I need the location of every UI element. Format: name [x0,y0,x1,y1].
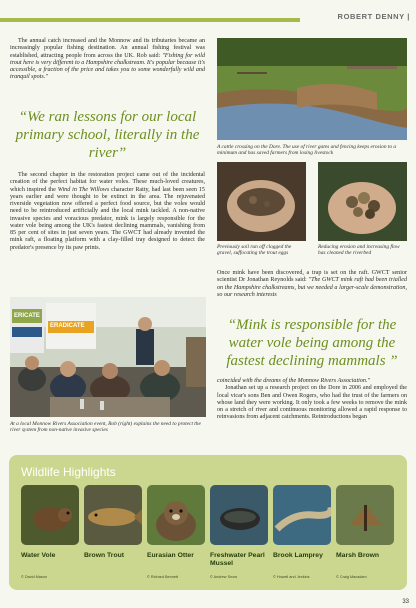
clean-riverbed-photo [318,162,407,241]
pearl-mussel-graphic [210,485,268,545]
clean-riverbed-caption: Reducing erosion and increasing flow has cleaned the riverbed [318,244,400,257]
author-byline: ROBERT DENNY | [337,12,410,21]
pull-quote-right: “Mink is responsible for the water vole being among the fastest declining mammals ” [226,317,398,369]
photo-credit-otter: © Richard Bennett [147,575,179,579]
pearl-mussel-photo [210,485,268,545]
event-caption: At a local Monnow Rivers Association event, Rob (right) explains the need to protect the river system from non-native invasive species [10,421,201,434]
book-title: Wind in The Willows [57,186,110,193]
mink-trap-text: Once mink have been discovered, a trap is set on the raft. GWCT senior scientist Dr Jonathan Reynolds said: [217,270,407,284]
intro-text: The annual catch increased and the Monnow and its tributaries became an increasingly popular fishing destination. An annual fishing festival was established, attracting people from across the UK. Rob said: [10,38,205,59]
photo-credit-marsh-brown: © Craig Macadam [336,575,367,579]
wildlife-title: Wildlife Highlights [21,465,116,479]
clean-riverbed-graphic [318,162,407,241]
species-name-brook-lamprey: Brook Lamprey [273,552,323,559]
header-rule [0,18,300,22]
photo-credit-brook-lamprey: © Howell and Jenkins [273,575,310,579]
cattle-caption: A cattle crossing on the Dore. The use of river gates and fencing keeps erosion to a minimum and has saved farmers from losing livestock [217,144,397,157]
marsh-brown-photo [336,485,394,545]
species-name-otter: Eurasian Otter [147,552,194,559]
mink-trap-paragraph [217,270,407,299]
research-paragraph [217,378,407,422]
vole-text-b: character Ratty, had last been seen 15 years earlier and were thought to be extinct in the area. The rejuvenated riverside vegetation now offered a perfect food source, but the voles would need to be reintroduced artificially and the local mink tackled. A non-native invasive species and voracious predator, mink is largely responsible for the water vole being among the UK's fastest declining mammals, vanishing from 85 per cent of sites in just seven years. The GWCT had already invented the mink raft, a floating platform with a clay-filled tray designed to detect the predator's presence by its paw prints. [10,186,205,251]
marsh-brown-graphic [336,485,394,545]
intro-paragraph [10,38,205,82]
photo-credit-pearl-mussel: © Andrew Snow [210,575,238,579]
clogged-gravel-photo [217,162,306,241]
species-name-water-vole: Water Vole [21,552,56,559]
mink-trap-quote: "The GWCT mink raft had been trialled on the Hampshire chalkstreams, but we needed a larger-scale demonstration, so our research interests [217,277,407,298]
cattle-crossing-photo [217,38,407,140]
water-vole-photo [21,485,79,545]
brook-lamprey-graphic [273,485,331,545]
species-name-pearl-mussel: Freshwater Pearl Mussel [210,552,265,567]
pull-quote-left: “We ran lessons for our local primary school, literally in the river” [15,109,200,161]
page-number: 33 [402,599,409,605]
cattle-crossing-graphic [217,38,407,140]
eurasian-otter-photo [147,485,205,545]
intro-quote: "Fishing for wild trout here is very different to a Hampshire chalkstream. It's popular because it's accessible, a fraction of the price and takes you to some wonderfully wild and tranquil spots." [10,52,205,81]
photo-credit-water-vole: © David Mason [21,575,48,579]
clogged-gravel-graphic [217,162,306,241]
water-vole-graphic [21,485,79,545]
research-quote-end: coincided with the dreams of the Monnow Rivers Association." [217,378,371,384]
banner-text-left: ERICATE [14,313,40,319]
brook-lamprey-photo [273,485,331,545]
species-name-brown-trout: Brown Trout [84,552,125,559]
eurasian-otter-graphic [147,485,205,545]
brown-trout-graphic [84,485,142,545]
vole-paragraph [10,172,205,252]
research-text: Jonathan set up a research project on the Dore in 2006 and employed the local vicar's sons Ben and Owen Rogers, who had the trust of the farmers on whose land they were working. It only took a few weeks to remove the mink on a stretch of river and continuous monitoring allowed a rapid response to reinvasions from adjacent catchments. Reintroductions began [217,385,407,421]
page-header [0,0,416,22]
species-name-marsh-brown: Marsh Brown [336,552,380,559]
clogged-gravel-caption: Previously soil run off clogged the gravel, suffocating the trout eggs [217,244,292,257]
banner-text-right: ERADICATE [50,323,85,329]
wildlife-highlights-box [9,455,407,590]
event-photo [10,297,206,417]
brown-trout-photo [84,485,142,545]
vole-text-a: The second chapter in the restoration project came out of the incidental creation of the perfect habitat for water voles. These much-loved creatures, which inspired the [10,172,205,193]
